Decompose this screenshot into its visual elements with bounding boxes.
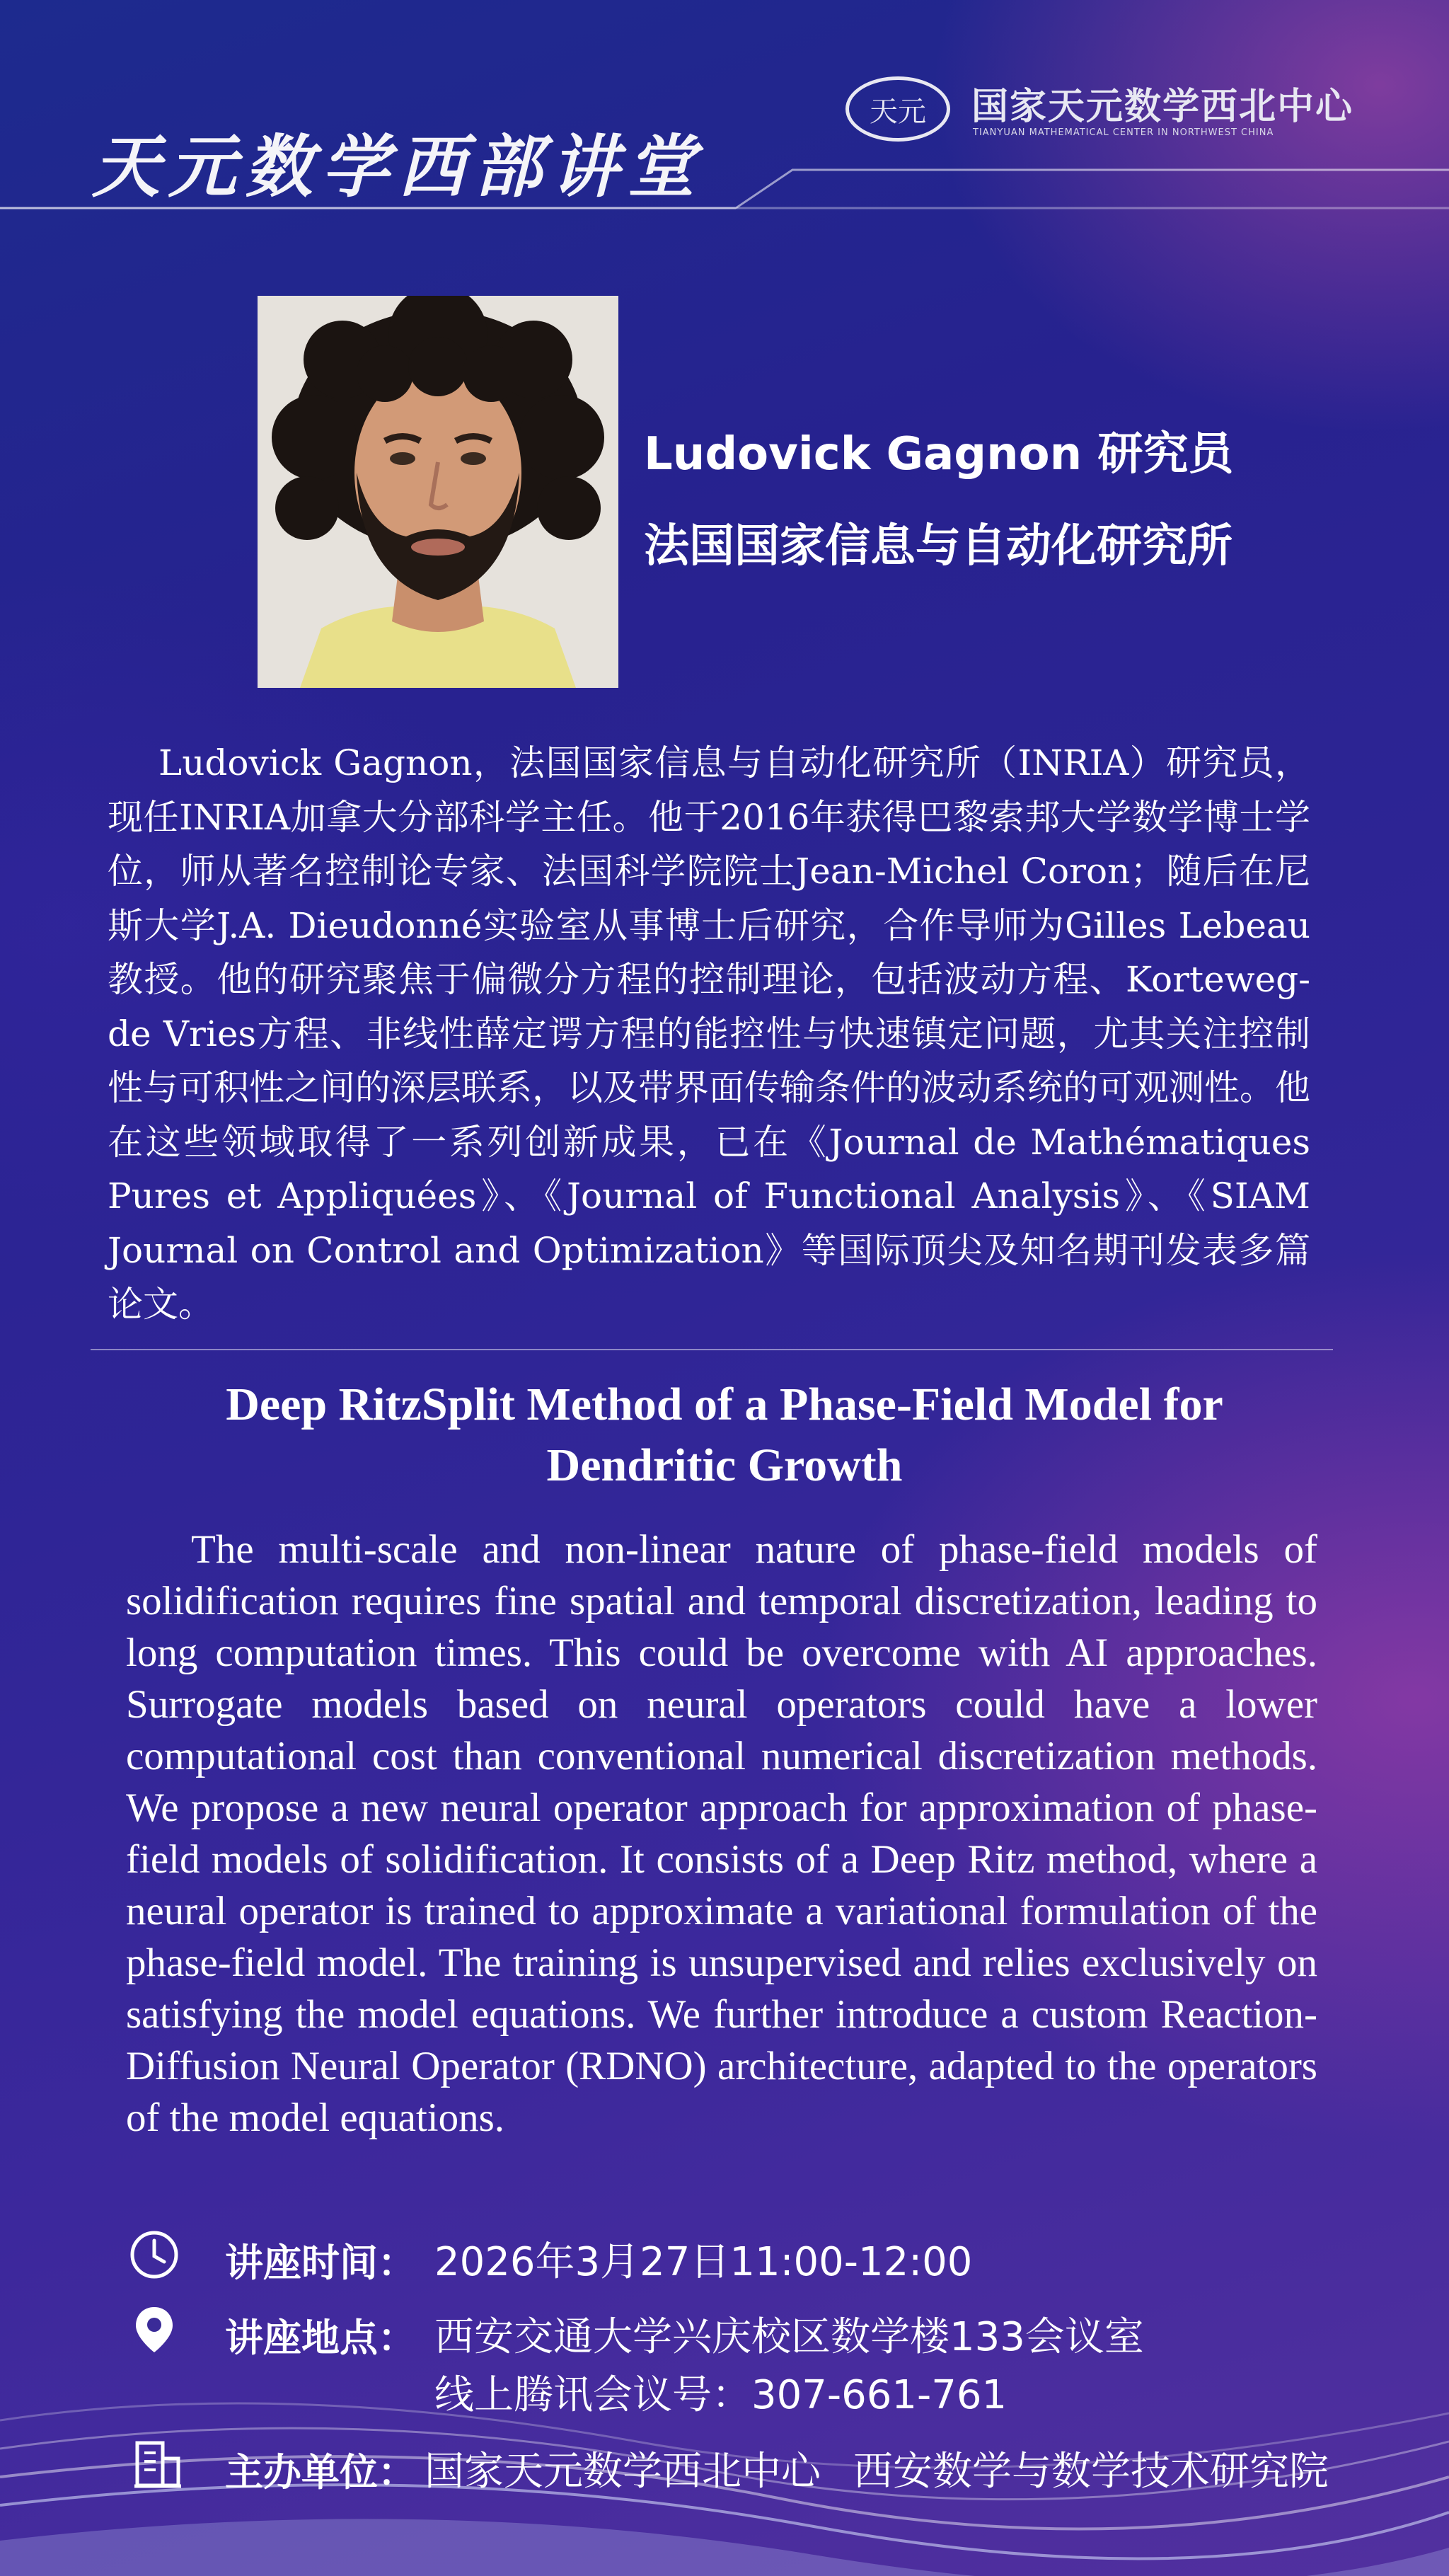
- speaker-portrait-illustration: [258, 296, 618, 688]
- speaker-name-title: Ludovick Gagnon 研究员: [644, 428, 1234, 481]
- speaker-bio: Ludovick Gagnon，法国国家信息与自动化研究所（INRIA）研究员，现任INRIA加拿大分部科学主任。他于2016年获得巴黎索邦大学数学博士学位，师从著名控制论专家、法国科学院院士Jean-Michel Coron；随后在尼斯大学J.A. Dieudonné实验室从事博士后研究，合作导师为Gilles Lebeau教授。他的研究聚焦于偏微分方程的控制理论，包括波动方程、Korteweg-de Vries方程、非线性薛定谔方程的能控性与快速镇定问题，尤其关注控制性与可积性之间的深层联系，以及带界面传输条件的波动系统的可观测性。他在这些领域取得了一系列创新成果，已在《Journal de Mathématiques Pures et Appliquées》、《Journal of Functional Analysis》、《SIAM Journal on Control and Optimization》等国际顶尖及知名期刊发表多篇论文。: [108, 742, 1310, 1325]
- speaker-affiliation: 法国国家信息与自动化研究所: [644, 520, 1232, 573]
- logo-glyph: 天元: [870, 96, 926, 128]
- talk-abstract: The multi-scale and non-linear nature of phase-field models of solidification requires fine spatial and temporal discretization, leading to long computation times. This could be overcome with AI approaches. Surrogate models based on neural operators could have a lower computational cost than conventional numerical discretization methods. We propose a new neural operator approach for approximation of phase-field models of solidification. It consists of a Deep Ritz method, where a neural operator is trained to approximate a variational formulation of the phase-field model. The training is unsupervised and relies exclusively on satisfying the model equations. We further introduce a custom Reaction-Diffusion Neural Operator (RDNO) architecture, adapted to the operators of the model equations.: [126, 1527, 1317, 2140]
- host-label: 主办单位：: [225, 2450, 416, 2495]
- host-value-1: 国家天元数学西北中心: [425, 2449, 821, 2495]
- center-name-cn: 国家天元数学西北中心: [971, 86, 1354, 128]
- center-logo: [845, 76, 1404, 147]
- clock-icon: [129, 2229, 180, 2280]
- talk-title-line-1: Deep RitzSplit Method of a Phase-Field Model for: [226, 1379, 1223, 1430]
- center-name-en: TIANYUAN MATHEMATICAL CENTER IN NORTHWEST CHINA: [973, 127, 1274, 138]
- time-label: 讲座时间：: [225, 2241, 416, 2285]
- speaker-photo: [258, 296, 618, 688]
- time-value: 2026年3月27日11:00-12:00: [434, 2239, 973, 2285]
- building-icon: [132, 2439, 183, 2490]
- series-title: 天元数学西部讲堂: [92, 127, 703, 207]
- talk-title: [108, 1374, 1341, 1496]
- talk-title-line-2: Dendritic Growth: [546, 1439, 903, 1491]
- host-value-2: 西安数学与数学技术研究院: [853, 2449, 1329, 2495]
- section-divider: [91, 1349, 1333, 1350]
- header-divider-slant: [736, 167, 1449, 209]
- place-value: 西安交通大学兴庆校区数学楼133会议室: [434, 2314, 1144, 2360]
- place-label: 讲座地点：: [225, 2316, 416, 2360]
- online-meeting-value: 线上腾讯会议号：307-661-761: [434, 2372, 1008, 2418]
